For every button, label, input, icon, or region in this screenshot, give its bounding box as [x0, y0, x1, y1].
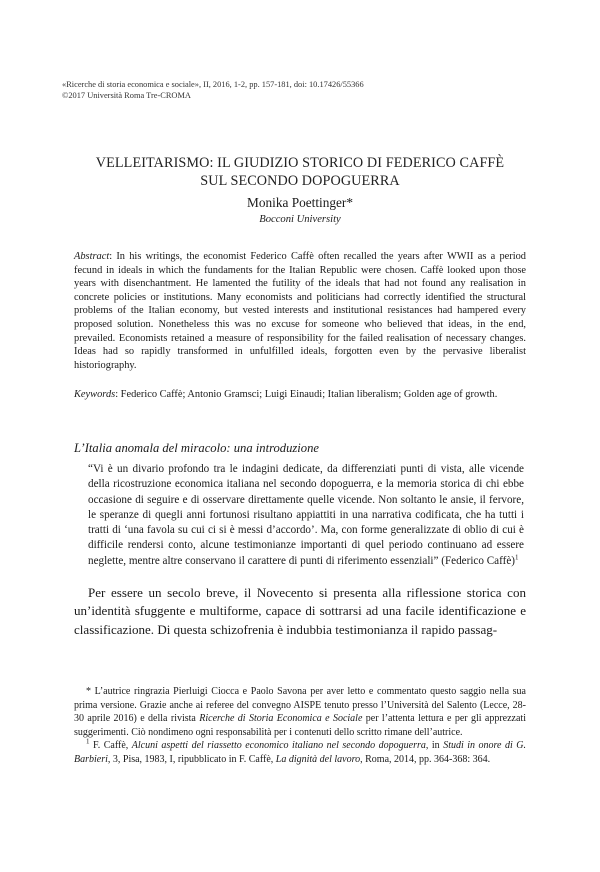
body-paragraph: Per essere un secolo breve, il Novecento si presenta alla riflessione storica con un’identità sfuggente e multiforme, capace di sottrarsi ad una facile identificazione e classificazione. Di questa schizofrenia è indubbia testimonianza il rapido passag- [74, 585, 526, 637]
cited-book-title: Studi in onore di G. Barbieri [74, 740, 526, 765]
author-affiliation: Bocconi University [259, 214, 341, 225]
author-footnote-mark: * [346, 195, 353, 210]
keywords-label: Keywords [74, 389, 116, 400]
keywords [74, 388, 526, 402]
article-title [60, 154, 540, 190]
title-line-2: SUL SECONDO DOPOGUERRA [200, 173, 400, 189]
footnote-1: $^1$ F. Caffè, Alcuni aspetti del riassetto economico italiano nel secondo dopoguerra, in Studi in onore di G. Barbieri, 3, Pisa, 1983, I, ripubblicato in F. Caffè, La dignità del lavoro, Roma, 2014, pp. 364-368: 364. [74, 737, 526, 765]
abstract [74, 250, 526, 372]
footnote-star: * L’autrice ringrazia Pierluigi Ciocca e Paolo Savona per aver letto e commentato questo saggio nella sua prima versione. Grazie anche ai referee del convegno AISPE tenuto presso l’Università del Salento (Lecce, 28-30 aprile 2016) e della rivista Ricerche di Storia Economica e Sociale per l’attenta lettura e per gli apprezzati suggerimenti. Ciò nondimeno ogni responsabilità per i contenuti dello scritto rimane dell’autrice. [74, 686, 526, 738]
author-name-text: Monika Poettinger [247, 195, 347, 210]
footnotes [74, 685, 526, 766]
keywords-text: : Federico Caffè; Antonio Gramsci; Luigi Einaudi; Italian liberalism; Golden age of growth. [115, 389, 498, 400]
cited-book-title-2: La dignità del lavoro [275, 753, 361, 765]
footnote-1-number: 1 [86, 737, 90, 746]
cited-article-title: Alcuni aspetti del riassetto economico italiano nel secondo dopoguerra [131, 740, 426, 751]
abstract-label: Abstract [74, 251, 110, 262]
journal-title: Ricerche di Storia Economica e Sociale [199, 713, 363, 724]
citation-line: «Ricerche di storia economica e sociale», II, 2016, 1-2, pp. 157-181, doi: 10.17426/55366 [62, 80, 364, 89]
section-heading: L’Italia anomala del miracolo: una introduzione [74, 441, 319, 455]
author-name [60, 195, 540, 211]
quote-footnote-ref: 1 [514, 553, 519, 562]
journal-header [62, 79, 542, 101]
epigraph-quote [88, 462, 524, 569]
abstract-text: : In his writings, the economist Federico Caffè often recalled the years after WWII as a period fecund in ideals in which the fundaments for the Italian Republic were chosen. Caffè looked upon those years with disenchantment. He lamented the futility of the ideals that had not found any realisation in concrete policies or institutions. Many economists and politicians had correctly identified the structural problems of the Italian economy, but vested interests and institutional resistances had hampered every proposed solution. Nonetheless this was no excuse for someone who believed that ideas, in the end, prevailed. Economists retained a measure of responsibility for the failed realisation of necessary changes. Ideas had so rapidly transformed in unfulfilled ideals, forgotten even by the pervasive liberalist historiography. [74, 251, 526, 371]
title-line-1: VELLEITARISMO: IL GIUDIZIO STORICO DI FEDERICO CAFFÈ [95, 155, 505, 171]
copyright-line: ©2017 Università Roma Tre-CROMA [62, 91, 191, 100]
footnote-star-mark: * [86, 686, 91, 697]
quote-text: “Vi è un divario profondo tra le indagini dedicate, da differenziati punti di vista, alle vicende della ricostruzione economica italiana nel secondo dopoguerra, e la memoria storica di chi ebbe occasione di seguire e di osservare direttamente quelle vicende. Non soltanto le ansie, il fervore, le speranze di quegli anni fortunosi risultano appiattiti in una narrativa codificata, che ha tutti i tratti di ‘una favola su cui ci si è messi d’accordo’. Ma, con forme generalizzate di oblio di cui è difficile rendersi conto, alcune testimonianze importanti di quel periodo continuano ad essere neglette, mentre altre conservano il carattere di punti di riferimento essenziali” (Federico Caffè) [88, 463, 524, 567]
